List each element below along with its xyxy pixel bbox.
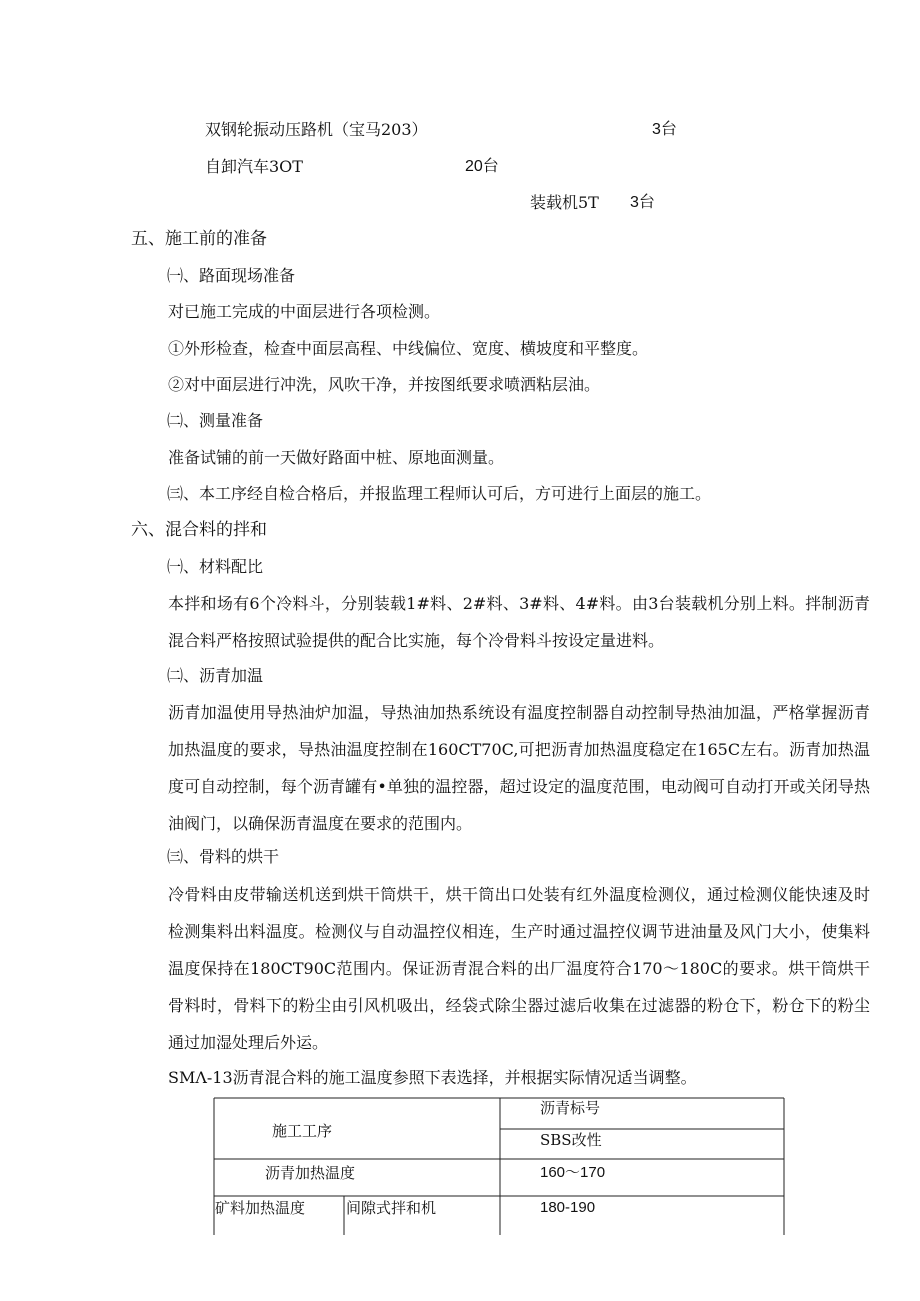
table-cell-process: 矿料加热温度: [215, 1199, 306, 1217]
section-heading: 五、施工前的准备: [131, 229, 267, 249]
paragraph: ㈢、本工序经自检合格后，并报监理工程师认可后，方可进行上面层的施工。: [167, 484, 712, 503]
subsection-heading: ㈡、测量准备: [167, 411, 264, 430]
paragraph: 沥青加温使用导热油炉加温，导热油加热系统设有温度控制器自动控制导热油加温，严格掌握沥青加热温度的要求，导热油温度控制在160CT70C,可把沥青加热温度稳定在165C左右。沥青加热温度可自动控制，每个沥青罐有•单独的温控器，超过设定的温度范围，电动阀可自动打开或关闭导热油阀门，以确保沥青温度在要求的范围内。: [168, 703, 870, 833]
table-intro: SMΛ-13沥青混合料的施工温度参照下表选择，并根据实际情况适当调整。: [168, 1068, 697, 1087]
equipment-item-name: 装载机5T: [530, 193, 599, 212]
equipment-item-qty: 20台: [465, 158, 499, 175]
equipment-item-name: 双钢轮振动压路机（宝马203）: [205, 120, 428, 139]
subsection-heading: ㈡、沥青加温: [167, 666, 264, 685]
paragraph: ②对中面层进行冲洗，风吹干净，并按图纸要求喷洒粘层油。: [168, 375, 601, 394]
paragraph: 对已施工完成的中面层进行各项检测。: [168, 302, 441, 321]
equipment-item-name: 自卸汽车3OT: [205, 157, 303, 176]
section-heading: 六、混合料的拌和: [131, 520, 267, 540]
table-header-grade: 沥青标号: [540, 1099, 601, 1117]
equipment-item-qty: 3台: [630, 194, 655, 211]
subsection-heading: ㈠、材料配比: [167, 557, 264, 576]
table-cell-process: 沥青加热温度: [265, 1164, 356, 1182]
subsection-heading: ㈠、路面现场准备: [167, 266, 296, 285]
subsection-heading: ㈢、骨料的烘干: [167, 847, 280, 866]
table-cell-value: 180-190: [540, 1199, 596, 1216]
paragraph: 冷骨料由皮带输送机送到烘干筒烘干，烘干筒出口处装有红外温度检测仪，通过检测仪能快速及时检测集料出料温度。检测仪与自动温控仪相连，生产时通过温控仪调节进油量及风门大小，使集料温度保持在180CT90C范围内。保证沥青混合料的出厂温度符合170～180C的要求。烘干筒烘干骨料时，骨料下的粉尘由引风机吸出，经袋式除尘器过滤后收集在过滤器的粉仓下，粉仓下的粉尘通过加湿处理后外运。: [168, 885, 870, 1052]
table-cell-subprocess: 间隙式拌和机: [346, 1199, 437, 1217]
paragraph: 准备试铺的前一天做好路面中桩、原地面测量。: [168, 448, 505, 467]
table-cell-value: 160～170: [540, 1164, 606, 1181]
table-header-process: 施工工序: [272, 1122, 333, 1140]
paragraph: 本拌和场有6个冷料斗，分别装载1#料、2#料、3#料、4#料。由3台装载机分别上料。拌制沥青混合料严格按照试验提供的配合比实施，每个冷骨料斗按设定量进料。: [168, 594, 870, 650]
table-subheader-grade: SBS改性: [540, 1131, 602, 1149]
paragraph: ①外形检查，检查中面层高程、中线偏位、宽度、横坡度和平整度。: [168, 339, 649, 358]
equipment-item-qty: 3台: [652, 121, 677, 138]
